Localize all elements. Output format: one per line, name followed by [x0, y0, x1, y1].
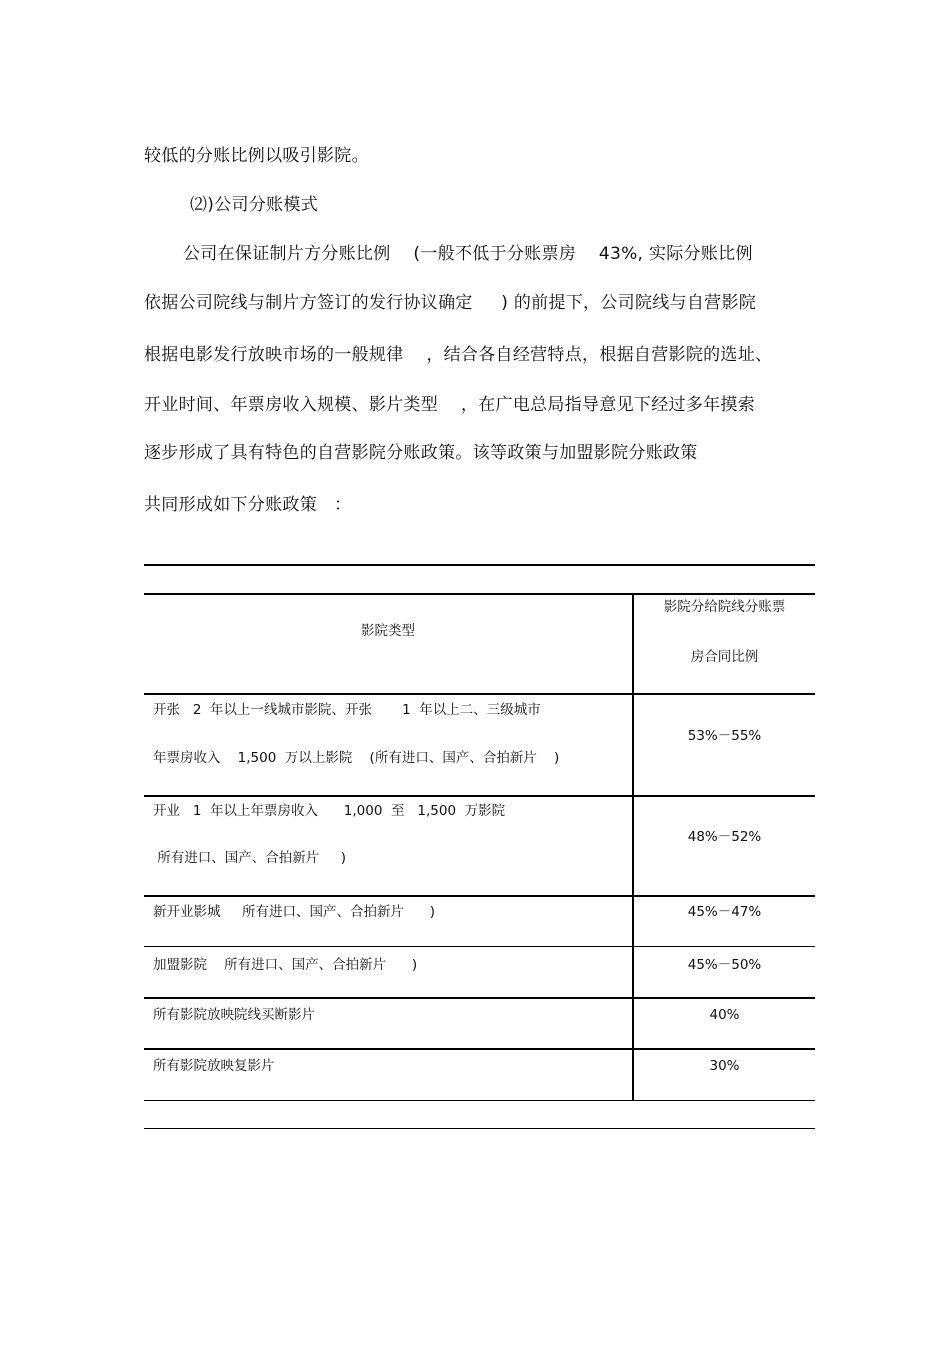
table-column-divider — [632, 593, 634, 1101]
table-row-ratio: 53%－55% — [687, 728, 762, 744]
table-row-type: 新开业影城 所有进口、国产、合拍新片 ) — [153, 904, 435, 920]
table-row-rule — [144, 795, 815, 797]
table-row-ratio: 48%－52% — [687, 829, 762, 845]
table-row-ratio: 40% — [709, 1007, 740, 1023]
table-end-rule — [144, 1128, 815, 1129]
paragraph-line: 公司在保证制片方分账比例 (一般不低于分账票房 43%, 实际分账比例 — [183, 244, 753, 264]
table-row-rule — [144, 693, 815, 695]
paragraph-line: 逐步形成了具有特色的自营影院分账政策。该等政策与加盟影院分账政策 — [144, 443, 698, 463]
header-cinema-type: 影院类型 — [361, 623, 415, 639]
table-row-type: 年票房收入 1,500 万以上影院 (所有进口、国产、合拍新片 ) — [153, 750, 560, 766]
table-row-ratio: 30% — [709, 1058, 740, 1074]
paragraph-line: 根据电影发行放映市场的一般规律 ，结合各自经营特点，根据自营影院的选址、 — [144, 345, 773, 365]
table-row-ratio: 45%－47% — [687, 904, 762, 920]
paragraph-line: 共同形成如下分账政策 ： — [144, 495, 352, 515]
table-row-rule — [144, 946, 815, 947]
table-row-type: 所有影院放映复影片 — [153, 1058, 275, 1074]
section-heading: ⑵)公司分账模式 — [190, 195, 319, 215]
table-header-rule — [144, 593, 815, 595]
table-bottom-rule — [144, 1100, 815, 1101]
paragraph-line: 依据公司院线与制片方签订的发行协议确定 ) 的前提下，公司院线与自营影院 — [144, 293, 757, 313]
table-row-type: 所有影院放映院线买断影片 — [153, 1007, 315, 1023]
table-row-rule — [144, 997, 815, 999]
header-ratio-line2: 房合同比例 — [690, 649, 759, 665]
table-row-ratio: 45%－50% — [687, 957, 762, 973]
table-row-type: 加盟影院 所有进口、国产、合拍新片 ) — [153, 957, 418, 973]
table-row-type: 开张 2 年以上一线城市影院、开张 1 年以上二、三级城市 — [153, 702, 541, 718]
table-row-rule — [144, 895, 815, 897]
table-row-type: 所有进口、国产、合拍新片 ) — [153, 850, 347, 866]
table-row-rule — [144, 1048, 815, 1050]
paragraph-line: 较低的分账比例以吸引影院。 — [144, 146, 369, 166]
table-top-rule — [144, 564, 815, 566]
paragraph-line: 开业时间、年票房收入规模、影片类型 ，在广电总局指导意见下经过多年摸索 — [144, 395, 756, 415]
header-ratio-line1: 影院分给院线分账票 — [663, 599, 786, 615]
table-row-type: 开业 1 年以上年票房收入 1,000 至 1,500 万影院 — [153, 803, 506, 819]
